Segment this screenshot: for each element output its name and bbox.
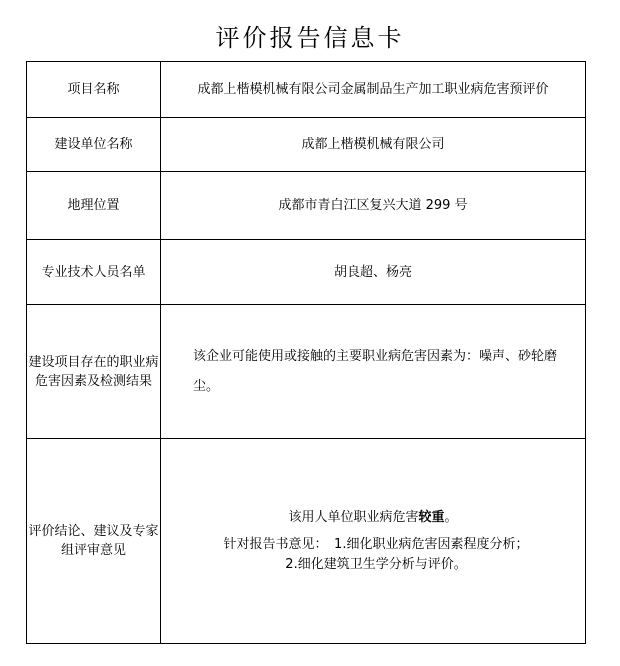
table-row-conclusion <box>27 439 586 644</box>
expert-opinion-line-2: 2.细化建筑卫生学分析与评价。 <box>285 557 467 572</box>
project-name-label: 项目名称 <box>27 62 161 118</box>
construction-unit-label: 建设单位名称 <box>27 118 161 172</box>
construction-unit-value: 成都上楷模机械有限公司 <box>161 118 586 172</box>
expert-opinion-line-1: 针对报告书意见： 1.细化职业病危害因素程度分析； <box>223 537 529 552</box>
info-card-table <box>26 61 586 644</box>
conclusion-statement-prefix: 该用人单位职业病危害 <box>288 510 419 525</box>
conclusion-cell <box>161 439 586 644</box>
staff-value: 胡良超、杨亮 <box>161 240 586 305</box>
location-value: 成都市青白江区复兴大道 299 号 <box>161 172 586 240</box>
table-row-unit <box>27 118 586 172</box>
conclusion-label: 评价结论、建议及专家组评审意见 <box>27 439 161 644</box>
conclusion-statement-suffix: 。 <box>444 510 458 525</box>
hazards-label: 建设项目存在的职业病危害因素及检测结果 <box>27 305 161 439</box>
hazards-value: 该企业可能使用或接触的主要职业病危害因素为：噪声、砂轮磨尘。 <box>193 348 558 394</box>
table-row-project <box>27 62 586 118</box>
project-name-value: 成都上楷模机械有限公司金属制品生产加工职业病危害预评价 <box>161 62 586 118</box>
hazards-cell <box>161 305 586 439</box>
conclusion-statement <box>161 507 585 529</box>
conclusion-emphasis: 较重 <box>418 510 445 525</box>
location-label: 地理位置 <box>27 172 161 240</box>
staff-label: 专业技术人员名单 <box>27 240 161 305</box>
table-row-hazards <box>27 305 586 439</box>
table-row-staff <box>27 240 586 305</box>
page-title: 评价报告信息卡 <box>215 24 405 52</box>
table-row-location <box>27 172 586 240</box>
